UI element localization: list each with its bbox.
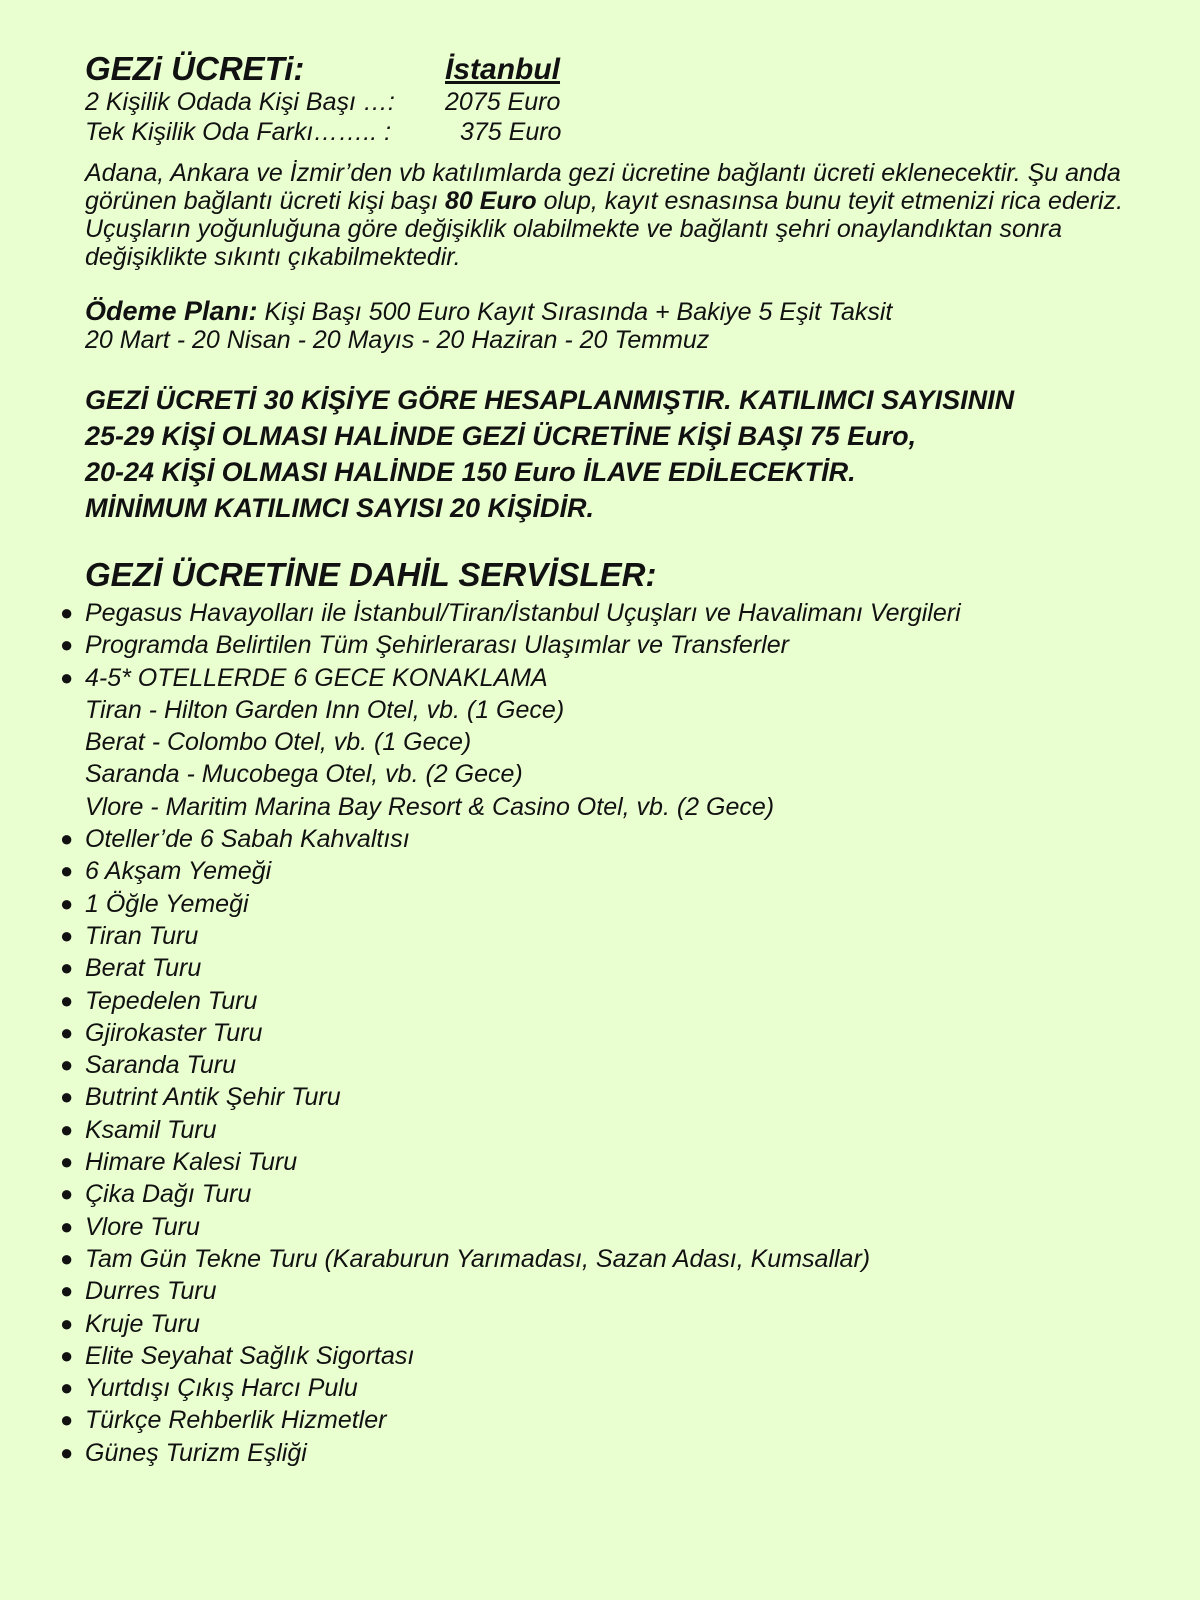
bullet-icon <box>60 1049 85 1081</box>
service-item <box>60 1340 961 1372</box>
service-item <box>60 726 961 758</box>
bullet-icon <box>60 597 85 629</box>
price-title: GEZi ÜCRETi: <box>85 50 305 87</box>
service-item <box>60 1178 961 1210</box>
service-item-text: Vlore Turu <box>85 1212 200 1241</box>
service-item-text: Elite Seyahat Sağlık Sigortası <box>85 1341 415 1370</box>
bullet-icon <box>60 888 85 920</box>
bullet-icon <box>60 1372 85 1404</box>
bullet-icon <box>60 823 85 855</box>
bullet-icon <box>60 1437 85 1469</box>
service-item <box>60 855 961 887</box>
service-item <box>60 1211 961 1243</box>
service-item-text: Berat Turu <box>85 954 202 983</box>
service-item-text: 4-5* OTELLERDE 6 GECE KONAKLAMA <box>85 663 548 692</box>
bullet-icon <box>60 1275 85 1307</box>
bullet-icon <box>60 920 85 952</box>
service-item-text: 1 Öğle Yemeği <box>85 889 249 918</box>
bullet-icon <box>60 1211 85 1243</box>
service-item <box>60 1372 961 1404</box>
service-item <box>60 920 961 952</box>
service-item-text: Programda Belirtilen Tüm Şehirlerarası Ulaşımlar ve Transferler <box>85 631 789 660</box>
notice-line: 25-29 KİŞİ OLMASI HALİNDE GEZİ ÜCRETİNE KİŞİ BAŞI 75 Euro, <box>85 421 917 451</box>
price-row-single-value: 375 Euro <box>460 118 562 146</box>
service-item <box>60 1243 961 1275</box>
service-item <box>60 985 961 1017</box>
service-item <box>60 1017 961 1049</box>
service-item-text: Saranda Turu <box>85 1051 237 1080</box>
service-item-text: 6 Akşam Yemeği <box>85 857 272 886</box>
service-item <box>60 758 961 790</box>
connection-highlight: 80 Euro <box>444 187 537 215</box>
service-item <box>60 629 961 661</box>
payment-dates: 20 Mart - 20 Nisan - 20 Mayıs - 20 Haziran - 20 Temmuz <box>85 326 710 354</box>
bullet-icon <box>60 1081 85 1113</box>
service-item <box>60 1308 961 1340</box>
service-item-text: Oteller’de 6 Sabah Kahvaltısı <box>85 825 410 854</box>
service-item <box>60 1146 961 1178</box>
service-item-text: Tiran Turu <box>85 921 199 950</box>
payment-label: Ödeme Planı: <box>85 296 258 326</box>
price-row-double-value: 2075 Euro <box>445 88 561 116</box>
service-item-text: Pegasus Havayolları ile İstanbul/Tiran/İstanbul Uçuşları ve Havalimanı Vergileri <box>85 599 961 627</box>
price-city: İstanbul <box>445 53 561 86</box>
payment-line <box>85 296 892 327</box>
service-item <box>60 597 961 629</box>
service-item-text: Yurtdışı Çıkış Harcı Pulu <box>85 1374 358 1403</box>
service-item-text: Durres Turu <box>85 1277 217 1306</box>
bullet-icon <box>60 952 85 984</box>
bullet-icon <box>60 1178 85 1210</box>
bullet-icon <box>60 855 85 887</box>
bullet-icon <box>60 1243 85 1275</box>
service-item <box>60 1049 961 1081</box>
service-item <box>60 1275 961 1307</box>
service-item <box>60 1114 961 1146</box>
service-item-text: Çika Dağı Turu <box>85 1180 252 1209</box>
service-item <box>60 694 961 726</box>
service-item <box>60 1081 961 1113</box>
bullet-icon <box>60 629 85 661</box>
service-item <box>60 952 961 984</box>
service-item <box>60 888 961 920</box>
service-item <box>60 662 961 694</box>
services-title: GEZİ ÜCRETİNE DAHİL SERVİSLER: <box>85 556 657 593</box>
payment-text: Kişi Başı 500 Euro Kayıt Sırasında + Bakiye 5 Eşit Taksit <box>264 298 893 326</box>
service-item-text: Gjirokaster Turu <box>85 1018 263 1047</box>
service-item-text: Ksamil Turu <box>85 1115 217 1144</box>
bullet-icon <box>60 1404 85 1436</box>
bullet-icon <box>60 1114 85 1146</box>
connection-paragraph <box>85 159 1175 271</box>
service-item-text: Himare Kalesi Turu <box>85 1148 298 1177</box>
service-item <box>60 1404 961 1436</box>
service-item-text: Saranda - Mucobega Otel, vb. (2 Gece) <box>85 760 523 789</box>
service-item <box>60 1437 961 1469</box>
bullet-icon <box>60 1017 85 1049</box>
service-item-text: Kruje Turu <box>85 1309 200 1338</box>
services-list <box>60 597 961 1469</box>
bullet-icon <box>60 662 85 694</box>
service-item <box>60 823 961 855</box>
service-item-text: Vlore - Maritim Marina Bay Resort & Casino Otel, vb. (2 Gece) <box>85 792 775 821</box>
bullet-icon <box>60 1308 85 1340</box>
service-item-text: Berat - Colombo Otel, vb. (1 Gece) <box>85 728 472 757</box>
notice-line: MİNİMUM KATILIMCI SAYISI 20 KİŞİDİR. <box>85 493 595 523</box>
bullet-icon <box>60 985 85 1017</box>
service-item-text: Tam Gün Tekne Turu (Karaburun Yarımadası, Sazan Adası, Kumsallar) <box>85 1244 871 1273</box>
notice-line: GEZİ ÜCRETİ 30 KİŞİYE GÖRE HESAPLANMIŞTIR. KATILIMCI SAYISININ <box>85 385 1015 415</box>
connection-text-before: Adana, Ankara ve İzmir’den vb katılımlarda gezi ücretine bağlantı ücreti eklenecektir. Şu anda görünen bağlantı ücreti kişi başı <box>85 159 1121 215</box>
bullet-icon <box>60 1146 85 1178</box>
price-row-single-label: Tek Kişilik Oda Farkı…….. : <box>85 118 392 146</box>
service-item-text: Tiran - Hilton Garden Inn Otel, vb. (1 Gece) <box>85 695 565 724</box>
price-row-double-label: 2 Kişilik Odada Kişi Başı …: <box>85 88 395 116</box>
service-item-text: Türkçe Rehberlik Hizmetler <box>85 1406 387 1435</box>
service-item-text: Güneş Turizm Eşliği <box>85 1438 307 1467</box>
service-item <box>60 791 961 823</box>
service-item-text: Tepedelen Turu <box>85 986 258 1015</box>
notice-line: 20-24 KİŞİ OLMASI HALİNDE 150 Euro İLAVE EDİLECEKTİR. <box>85 457 856 487</box>
connection-text-after: olup, kayıt esnasınsa bunu teyit etmenizi rica ederiz. Uçuşların yoğunluğuna göre değişiklik olabilmekte ve bağlantı şehri onaylandıktan sonra değişiklikte sıkıntı çıkabilmektedir. <box>85 187 1124 271</box>
service-item-text: Butrint Antik Şehir Turu <box>85 1083 341 1112</box>
bullet-icon <box>60 1340 85 1372</box>
